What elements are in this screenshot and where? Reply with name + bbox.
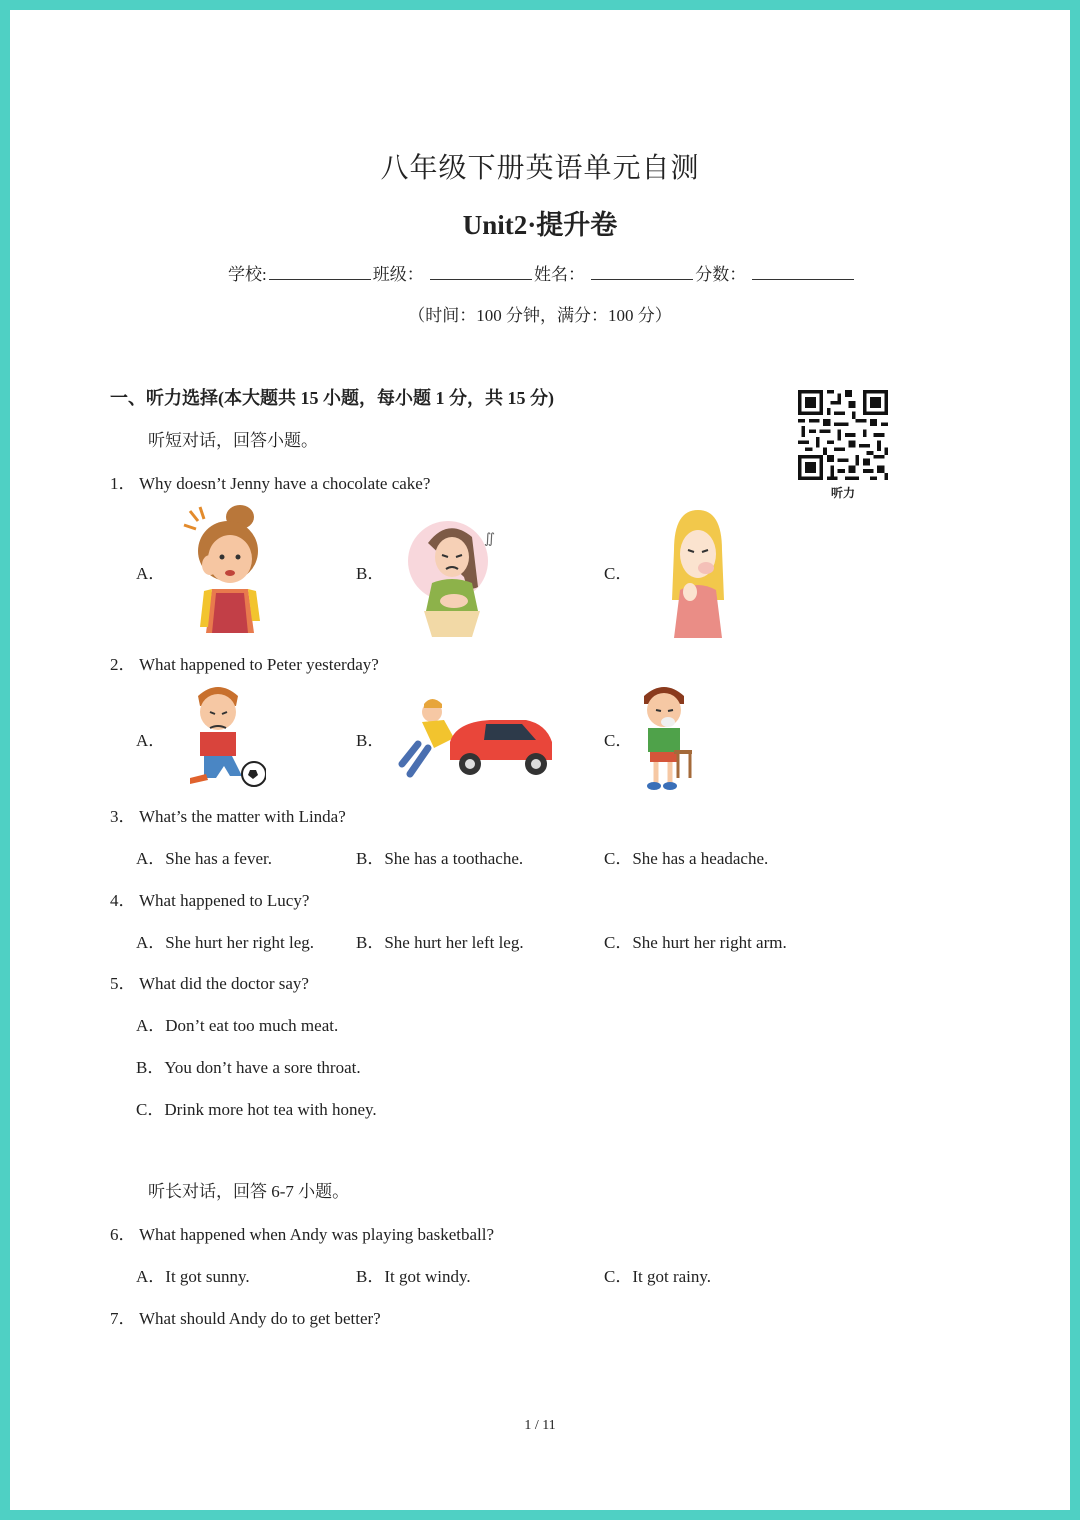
time-note: （时间：100 分钟，满分：100 分） <box>408 306 672 325</box>
q1-option-a-label[interactable]: A． <box>136 564 166 583</box>
q6-option-c[interactable]: C．It got rainy. <box>604 1267 712 1286</box>
question-1: 1． Why doesn’t Jenny have a chocolate cake? <box>110 474 431 493</box>
question-6: 6． What happened when Andy was playing basketball? <box>110 1225 495 1244</box>
class-blank[interactable] <box>430 265 532 280</box>
qr-label: 听力 <box>830 486 855 500</box>
question-2-text: What happened to Peter yesterday? <box>139 655 379 674</box>
boy-sick-sitting-icon <box>634 682 698 794</box>
qr-code-icon <box>798 390 888 480</box>
q1-option-c-label[interactable]: C． <box>604 564 633 583</box>
school-label: 学校: <box>228 265 267 284</box>
girl-toothache-icon <box>180 503 272 635</box>
score-label: 分数： <box>695 265 747 284</box>
page-title: 八年级下册英语单元自测 <box>380 151 700 184</box>
name-blank[interactable] <box>591 265 693 280</box>
question-6-text: What happened when Andy was playing basketball? <box>139 1225 495 1244</box>
name-label: 姓名： <box>533 265 585 284</box>
q4-option-a[interactable]: A．She hurt her right leg. <box>136 933 314 952</box>
page-subtitle: Unit2·提升卷 <box>462 210 618 240</box>
question-3: 3． What’s the matter with Linda? <box>110 807 346 826</box>
question-7: 7． What should Andy do to get better? <box>110 1309 381 1328</box>
q5-option-c[interactable]: C．Drink more hot tea with honey. <box>136 1100 377 1119</box>
question-1-text: Why doesn’t Jenny have a chocolate cake? <box>139 474 431 493</box>
question-3-text: What’s the matter with Linda? <box>139 807 346 826</box>
question-4: 4． What happened to Lucy? <box>110 891 310 910</box>
school-blank[interactable] <box>269 265 371 280</box>
car-accident-icon <box>388 694 564 780</box>
question-2: 2． What happened to Peter yesterday? <box>110 655 379 674</box>
score-blank[interactable] <box>752 265 854 280</box>
question-7-text: What should Andy do to get better? <box>139 1309 381 1328</box>
long-dialogue-hint: 听长对话，回答 6-7 小题。 <box>148 1182 350 1201</box>
q3-option-b[interactable]: B．She has a toothache. <box>356 849 524 868</box>
q2-option-c-label[interactable]: C． <box>604 731 633 750</box>
q5-option-b[interactable]: B．You don’t have a sore throat. <box>136 1058 361 1077</box>
q2-option-a-label[interactable]: A． <box>136 731 166 750</box>
exam-page <box>10 10 1070 1510</box>
section-title: 一、听力选择(本大题共 15 小题，每小题 1 分，共 15 分) <box>110 388 554 408</box>
short-dialogue-hint: 听短对话，回答小题。 <box>148 431 318 450</box>
q4-option-b[interactable]: B．She hurt her left leg. <box>356 933 524 952</box>
q4-option-c[interactable]: C．She hurt her right arm. <box>604 933 787 952</box>
boy-hurt-leg-soccer-icon <box>170 682 266 792</box>
q6-option-a[interactable]: A．It got sunny. <box>136 1267 250 1286</box>
q1-option-b-label[interactable]: B． <box>356 564 385 583</box>
question-4-text: What happened to Lucy? <box>139 891 310 910</box>
girl-stomachache-icon <box>402 513 506 637</box>
q5-option-a[interactable]: A．Don’t eat too much meat. <box>136 1016 339 1035</box>
q3-option-c[interactable]: C．She has a headache. <box>604 849 769 868</box>
girl-coughing-icon <box>668 510 728 638</box>
class-label: 班级： <box>372 265 424 284</box>
svg-text:∬: ∬ <box>484 531 496 547</box>
q3-option-a[interactable]: A．She has a fever. <box>136 849 272 868</box>
page-number: 1 / 11 <box>524 1418 556 1433</box>
q2-option-b-label[interactable]: B． <box>356 731 385 750</box>
question-5: 5． What did the doctor say? <box>110 974 309 993</box>
student-info-line <box>228 260 856 285</box>
question-5-text: What did the doctor say? <box>139 974 309 993</box>
q6-option-b[interactable]: B．It got windy. <box>356 1267 471 1286</box>
